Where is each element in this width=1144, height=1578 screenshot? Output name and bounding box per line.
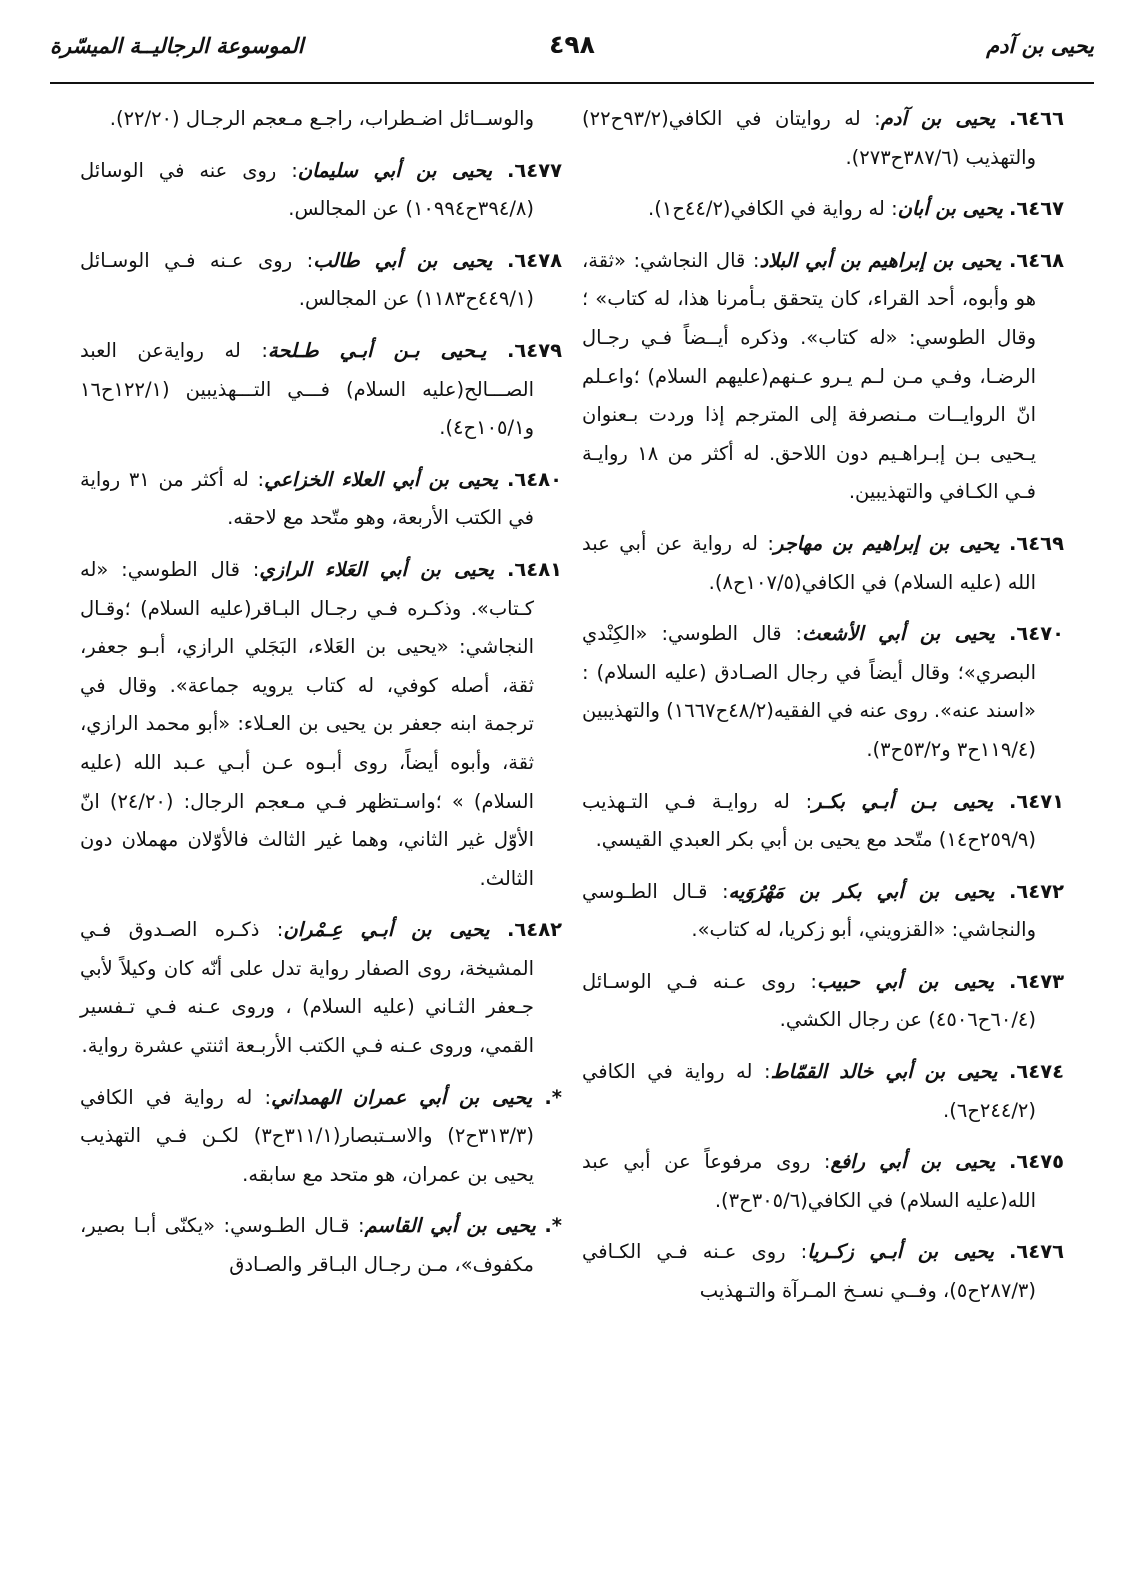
biography-entry [582, 100, 1064, 177]
entry-text: : له رواية في الكافي (٢٤٤/٢ح٦). [582, 1060, 1036, 1122]
entry-number: ٦٤٧٢. [1008, 879, 1064, 903]
biography-entry [80, 551, 562, 898]
running-head-left: الموسوعة الرجاليــة الميسّرة [50, 34, 304, 58]
left-column [80, 100, 562, 1298]
biography-entry [80, 242, 562, 319]
entry-number: ٦٤٧٧. [506, 158, 563, 182]
narrator-name: يحيى بن أبي سليمان [297, 158, 493, 182]
narrator-name: يحيى بن أبي حبيب [816, 969, 995, 993]
biography-entry [582, 963, 1064, 1040]
biography-entry [80, 332, 562, 448]
biography-entry [80, 461, 562, 538]
entry-text: : قال الطوسي: «الكِنْدي البصري»؛ وقال أيضاً في رجال الصـادق (عليه السلام) : «اسند عنه». روى عنه في الفقيه(٤٨/٢ح١٦٦٧) والتهذيبين (١١٩/٤ح٣ و٥٣/٢ح٣). [582, 622, 1036, 761]
narrator-name: يحيى بن أبي خالد القمّاط [770, 1060, 998, 1084]
entry-number: ٦٤٧٥. [1008, 1150, 1064, 1174]
entry-text: : له رواية في الكافي(٤٤/٢ح١). [648, 197, 898, 221]
biography-entry [80, 911, 562, 1065]
entry-text: : له أكثر من ٣١ رواية في الكتب الأربعة، وهو متّحد مع لاحقه. [80, 467, 534, 530]
biography-entry [80, 152, 562, 229]
entry-number: ٦٤٦٦. [1008, 107, 1064, 130]
biography-entry [582, 1143, 1064, 1220]
entry-text: : قـال الطـوسي والنجاشي: «القزويني، أبو زكريا، له كتاب». [582, 879, 1036, 942]
biography-entry [582, 242, 1064, 512]
entry-number: ٦٤٨٢. [506, 918, 562, 942]
running-head-right: يحيى بن آدم [986, 34, 1094, 58]
narrator-name: يحيى بن أبي طالب [313, 248, 493, 272]
entry-text: : روى عـنه فـي الكـافي (٢٨٧/٣ح٥)، وفــي نسـخ المـرآة والتـهذيب [582, 1240, 1036, 1303]
narrator-name: يحيى بن أبـي عِـمْران [283, 918, 490, 942]
biography-entry [582, 873, 1064, 950]
narrator-name: يحيى بن إبراهيم بن أبي البلاد [759, 248, 1002, 272]
entry-number: ٦٤٧٦. [1008, 1240, 1064, 1264]
narrator-name: يحيى بن أبي العَلاء الرازي [259, 557, 495, 581]
biography-entry [582, 525, 1064, 602]
narrator-name: يـحيى بـن أبـي طـلحة [267, 338, 487, 362]
entry-number: ٦٤٦٩. [1008, 531, 1064, 555]
entry-number: ٦٤٧٨. [506, 248, 562, 272]
entry-text: : قـال الطـوسي: «يكنّى أبـا بصير، مكفوف»، مـن رجـال البـاقر والصـادق [80, 1214, 534, 1277]
entry-text: : له روايـة فـي التـهذيب (٢٥٩/٩ح١٤) متّحد مع يحيى بن أبي بكر العبدي القيسي. [582, 789, 1036, 852]
entry-number: ٦٤٧٠. [1008, 622, 1064, 646]
entry-number: *. [544, 1214, 562, 1238]
entry-text: : قال الطوسي: «له كـتاب». وذكـره فـي رجـال البـاقر(عليه السلام) ؛وقـال النجاشي: «يحيى بن العَلاء، البَجَلي الرازي، أبـو جعفر، ثقة، أصله كوفي، له كتاب يرويه جماعة». وقال في ترجمة ابنه جعفر بن يحيى بن العـلاء: «أبو محمد الرازي، ثقة، وأبوه أيضاً، روى أبـوه عـن أبـي عـبد الله (عليه السلام) » ؛واسـتظهر فـي مـعجم الرجال: (٢٤/٢٠) انّ الأوّل غير الثاني، وهما غير الثالث فالأوّلان مهملان دون الثالث. [80, 557, 534, 890]
entry-text: : قال النجاشي: «ثقة، هو وأبوه، أحد القراء، كان يتحقق بـأمرنا هذا، له كتاب» ؛وقال الطوسي: «له كتاب». وذكره أيــضاً فـي رجـال الرضـا، وفـي مـن لـم يـرو عـنهم(عليهم السلام) ؛واعـلم انّ الروايــات مـنصرفة إلى المترجم إذا وردت بـعنوان يـحيى بـن إبـراهـيم دون اللاحق. له أكثر من ١٨ روايـة فـي الكـافي والتهذيبين. [582, 248, 1037, 504]
narrator-name: يحيى بن إبراهيم بن مهاجر [773, 531, 1000, 555]
biography-entry [582, 190, 1064, 229]
entry-text: : ذكـره الصـدوق فـي المشيخة، روى الصفار رواية تدل على أنّه كان وكيلاً لأبي جـعفر الثـاني (عليه السلام) ، وروى عـنه فـي تـفسير القمي، وروى عـنه فـي الكتب الأربـعة اثنتي عشرة رواية. [80, 918, 534, 1058]
entry-text: : له روايتان في الكافي(٩٣/٢ح٢٢) والتهذيب (٣٨٧/٦ح٢٧٣). [582, 107, 1036, 169]
entry-text: : روى عـنه فـي الوسـائل (٤٤٩/١ح١١٨٣) عن المجالس. [80, 248, 534, 311]
entry-number: ٦٤٧١. [1008, 789, 1064, 813]
narrator-name: يحيى بن آدم [880, 107, 996, 130]
right-column [582, 100, 1064, 1324]
narrator-name: يحيى بن أبي بكر بن مَهْرُوَيه [728, 879, 995, 903]
continuation-text: والوســائل اضـطراب، راجـع مـعجم الرجـال (٢٢/٢٠). [109, 107, 534, 130]
entry-number: ٦٤٧٣. [1008, 969, 1065, 993]
entry-number: *. [544, 1085, 562, 1109]
entry-number: ٦٤٧٩. [506, 338, 562, 362]
narrator-name: يحيى بن أبي العلاء الخزاعي [264, 467, 499, 491]
narrator-name: يحيى بن أبان [897, 197, 1003, 221]
narrator-name: يحيى بـن أبـي بكـر [812, 789, 994, 813]
narrator-name: يحيى بن أبي الأشعث [802, 622, 995, 646]
entry-text: : له رواية في الكافي (٣١٣/٣ح٢) والاسـتبصار(٣١١/١ح٣) لكـن فـي التهذيب يحيى بن عمران، هو متحد مع سابقه. [80, 1085, 534, 1186]
entry-number: ٦٤٨٠. [506, 467, 562, 491]
page-header [50, 26, 1094, 84]
page-number: ٤٩٨ [549, 30, 595, 59]
biography-entry [582, 1233, 1064, 1310]
biography-entry [80, 1079, 562, 1195]
entry-number: ٦٤٦٨. [1008, 248, 1064, 272]
entry-number: ٦٤٦٧. [1008, 197, 1064, 221]
entry-text: : روى عنه في الوسائل (٣٩٤/٨ح١٠٩٩٤) عن المجالس. [80, 158, 534, 221]
biography-entry [582, 615, 1064, 769]
biography-entry [582, 1053, 1064, 1130]
entry-text: : له رواية عن أبي عبد الله (عليه السلام) في الكافي(١٠٧/٥ح٨). [582, 531, 1036, 594]
narrator-name: يحيى بن أبي عمران الهمداني [271, 1085, 533, 1109]
entry-number: ٦٤٨١. [506, 557, 562, 581]
biography-entry [582, 783, 1064, 860]
narrator-name: يحيى بن أبي رافع [830, 1150, 996, 1174]
entry-text: : روى مرفوعاً عن أبي عبد الله(عليه السلام) في الكافي(٣٠٥/٦ح٣). [582, 1150, 1036, 1212]
entry-number: ٦٤٧٤. [1008, 1060, 1064, 1084]
biography-entry [80, 1207, 562, 1284]
narrator-name: يحيى بن أبي القاسم [364, 1214, 536, 1238]
entry-text: : له روايةعن العبد الصـــالح(عليه السلام) فـــي التـــهذيبين (١٢٢/١ح١٦ و١٠٥/١ح٤). [80, 338, 534, 440]
narrator-name: يحيى بن أبـي زكـريا [807, 1240, 994, 1264]
entry-text: : روى عـنه فـي الوسـائل (٦٠/٤ح٤٥٠٦) عن رجال الكشي. [582, 969, 1036, 1032]
